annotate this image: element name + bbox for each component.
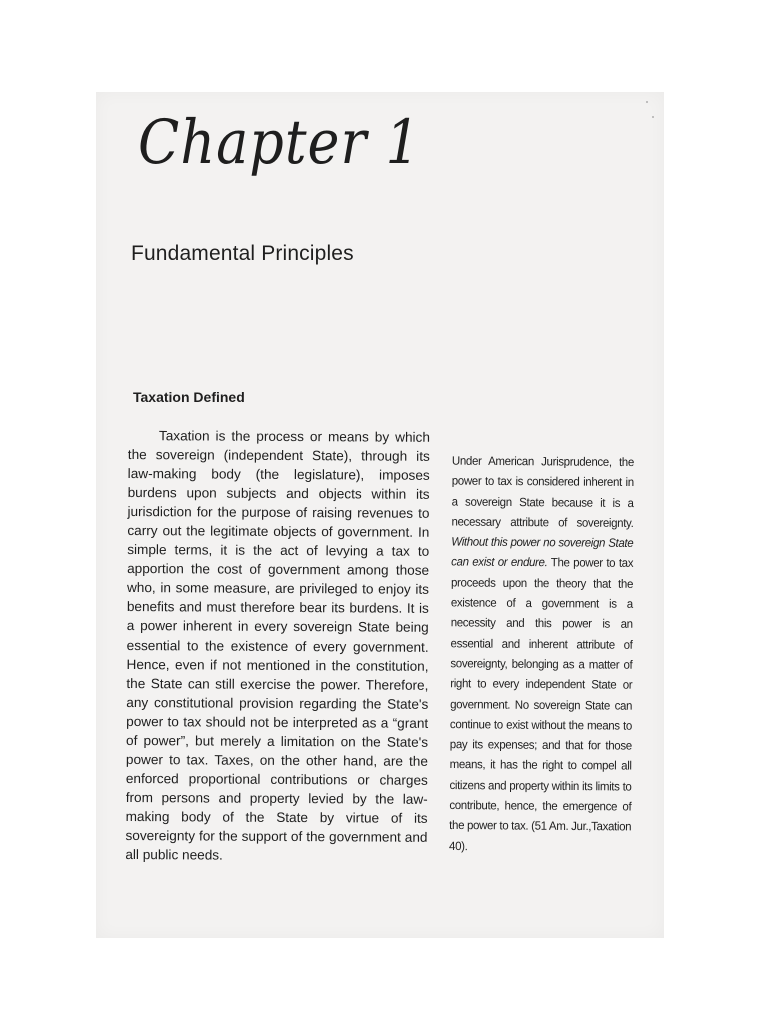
scan-speck (646, 101, 648, 103)
side-note-text: The power to tax proceeds upon the theory that the existence of a government is a necessity and this power is an essential and inherent attribute of sovereignty, belonging as a matter of right to every independent State or government. No sovereign State can continue to exist without the means to pay its expenses; and that for those means, it has the right to compel all citizens and property within its limits to contribute, hence, the emergence of the power to tax. (51 Am. Jur.,Taxation 40). (449, 557, 634, 853)
chapter-title: Fundamental Principles (131, 242, 354, 265)
side-note-text: Under American Jurisprudence, the power to tax is considered inherent in a sovereign State because it is a necessary attribute of sovereignty. (451, 455, 634, 531)
chapter-heading: Chapter 1 (138, 107, 421, 178)
scan-speck (652, 116, 654, 118)
side-note (449, 452, 634, 859)
main-paragraph: Taxation is the process or means by which the sovereign (independent State), through its law-making body (the legislature), imposes burdens upon subjects and objects within its jurisdiction for the purpose of raising revenues to carry out the legitimate objects of government. In simple terms, it is the act of levying a tax to apportion the cost of government among those who, in some measure, are privileged to enjoy its benefits and must therefore bear its burdens. It is a power inherent in every sovereign State being essential to the existence of every government. Hence, even if not mentioned in the constitution, the State can still exercise the power. Therefore, any constitutional provision regarding the State's power to tax should not be interpreted as a “grant of power”, but merely a limitation on the State's power to tax. Taxes, on the other hand, are the enforced proportional contributions or charges from persons and property levied by the law-making body of the State by virtue of its sovereignty for the support of the government and all public needs. (125, 428, 430, 863)
section-heading: Taxation Defined (133, 389, 245, 405)
side-note-emphasis: Without this power no sovereign State can exist or endure. (451, 536, 634, 570)
